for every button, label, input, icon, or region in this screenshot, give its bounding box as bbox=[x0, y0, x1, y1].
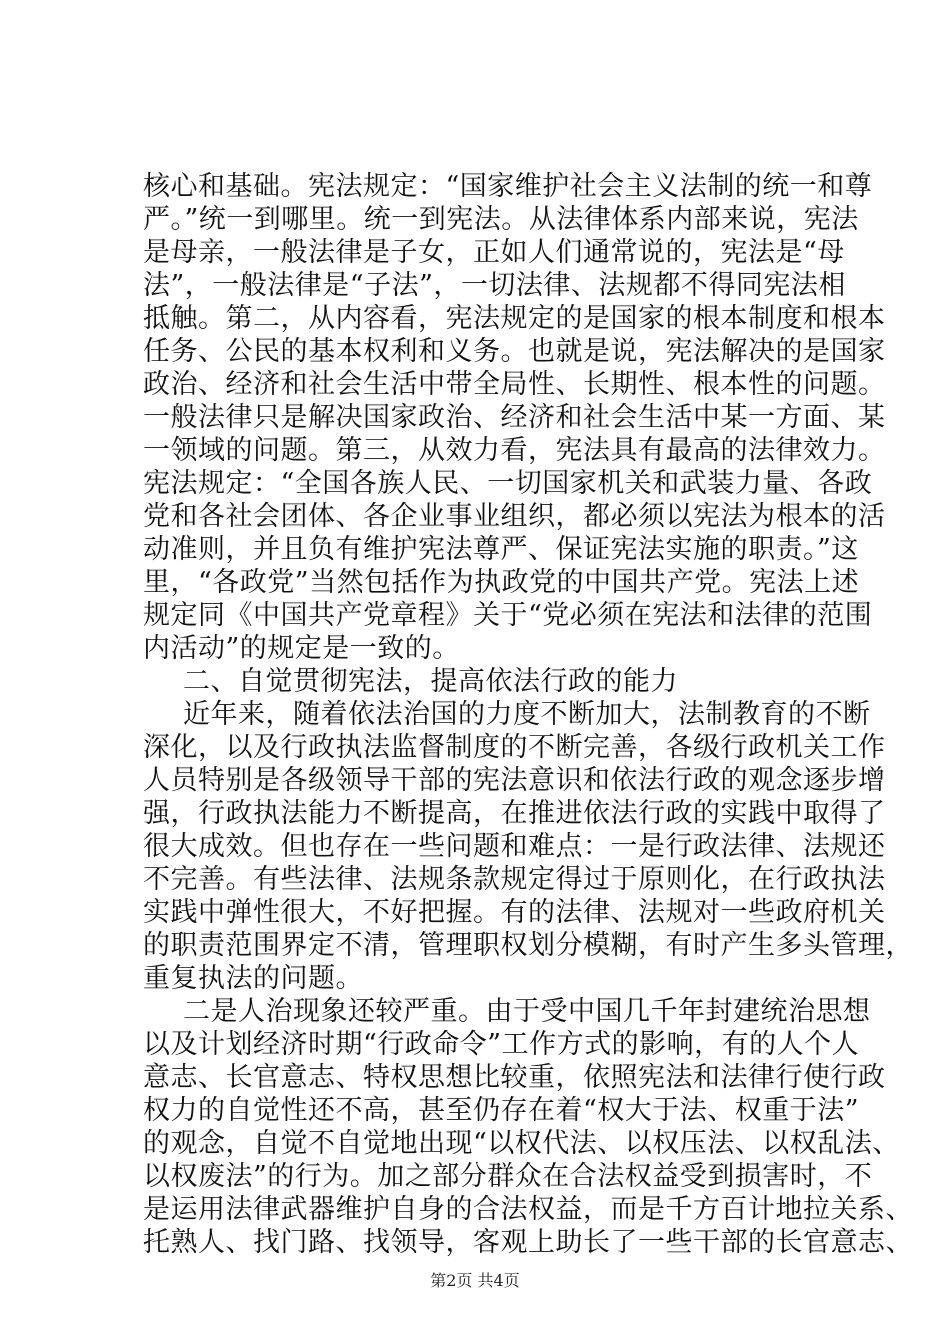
text-line: 抵触。第二，从内容看，宪法规定的是国家的根本制度和根本 bbox=[143, 303, 886, 334]
text-line: 二是人治现象还较严重。由于受中国几千年封建统治思想 bbox=[183, 996, 871, 1027]
text-line: 不完善。有些法律、法规条款规定得过于原则化，在行政执法 bbox=[143, 864, 886, 895]
paragraph-rule-of-man bbox=[143, 995, 913, 1259]
page-footer bbox=[0, 1271, 950, 1291]
text-line: 规定同《中国共产党章程》关于“党必须在宪法和法律的范围 bbox=[143, 600, 873, 631]
text-line: 人员特别是各级领导干部的宪法意识和依法行政的观念逐步增 bbox=[143, 765, 886, 796]
text-line: 托熟人、找门路、找领导，客观上助长了一些干部的长官意志、 bbox=[143, 1227, 913, 1258]
text-line: 动准则，并且负有维护宪法尊严、保证宪法实施的职责。”这 bbox=[143, 534, 859, 565]
text-line: 是母亲，一般法律是子女，正如人们通常说的，宪法是“母 bbox=[143, 237, 845, 268]
text-line: 以及计划经济时期“行政命令”工作方式的影响，有的人个人 bbox=[143, 1029, 860, 1060]
text-line: 近年来，随着依法治国的力度不断加大，法制教育的不断 bbox=[183, 699, 871, 730]
text-line: 法”，一般法律是“子法”，一切法律、法规都不得同宪法相 bbox=[143, 270, 846, 301]
text-line: 重复执法的问题。 bbox=[143, 963, 363, 994]
text-line: 深化，以及行政执法监督制度的不断完善，各级行政机关工作 bbox=[143, 732, 886, 763]
text-line: 强，行政执法能力不断提高，在推进依法行政的实践中取得了 bbox=[143, 798, 886, 829]
text-line: 的职责范围界定不清，管理职权划分模糊，有时产生多头管理， bbox=[143, 930, 913, 961]
text-line: 核心和基础。宪法规定：“国家维护社会主义法制的统一和尊 bbox=[143, 171, 873, 202]
text-line: 是运用法律武器维护自身的合法权益，而是千方百计地拉关系、 bbox=[143, 1194, 913, 1225]
text-line: 以权废法”的行为。加之部分群众在合法权益受到损害时，不 bbox=[143, 1161, 873, 1192]
text-line: 严。”统一到哪里。统一到宪法。从法律体系内部来说，宪法 bbox=[143, 204, 859, 235]
text-line: 宪法规定：“全国各族人民、一切国家机关和武装力量、各政 bbox=[143, 468, 873, 499]
paragraph-administrative-progress bbox=[143, 698, 913, 995]
text-line: 任务、公民的基本权利和义务。也就是说，宪法解决的是国家 bbox=[143, 336, 886, 367]
text-line: 权力的自觉性还不高，甚至仍存在着“权大于法、权重于法” bbox=[143, 1095, 860, 1126]
section-heading-text: 二、自觉贯彻宪法，提高依法行政的能力 bbox=[183, 666, 678, 697]
text-line: 一般法律只是解决国家政治、经济和社会生活中某一方面、某 bbox=[143, 402, 886, 433]
text-line: 很大成效。但也存在一些问题和难点：一是行政法律、法规还 bbox=[143, 831, 886, 862]
text-line: 内活动”的规定是一致的。 bbox=[143, 633, 460, 664]
text-line: 一领域的问题。第三，从效力看，宪法具有最高的法律效力。 bbox=[143, 435, 886, 466]
text-line: 党和各社会团体、各企业事业组织，都必须以宪法为根本的活 bbox=[143, 501, 886, 532]
document-body bbox=[143, 170, 913, 1259]
text-line: 实践中弹性很大，不好把握。有的法律、法规对一些政府机关 bbox=[143, 897, 886, 928]
text-line: 政治、经济和社会生活中带全局性、长期性、根本性的问题。 bbox=[143, 369, 886, 400]
text-line: 意志、长官意志、特权思想比较重，依照宪法和法律行使行政 bbox=[143, 1062, 886, 1093]
paragraph-constitution-supremacy bbox=[143, 170, 886, 665]
text-line: 里，“各政党”当然包括作为执政党的中国共产党。宪法上述 bbox=[143, 567, 860, 598]
page-number: 第2页 共4页 bbox=[430, 1271, 520, 1290]
section-heading bbox=[143, 665, 843, 698]
text-line: 的观念，自觉不自觉地出现“以权代法、以权压法、以权乱法、 bbox=[143, 1128, 900, 1159]
